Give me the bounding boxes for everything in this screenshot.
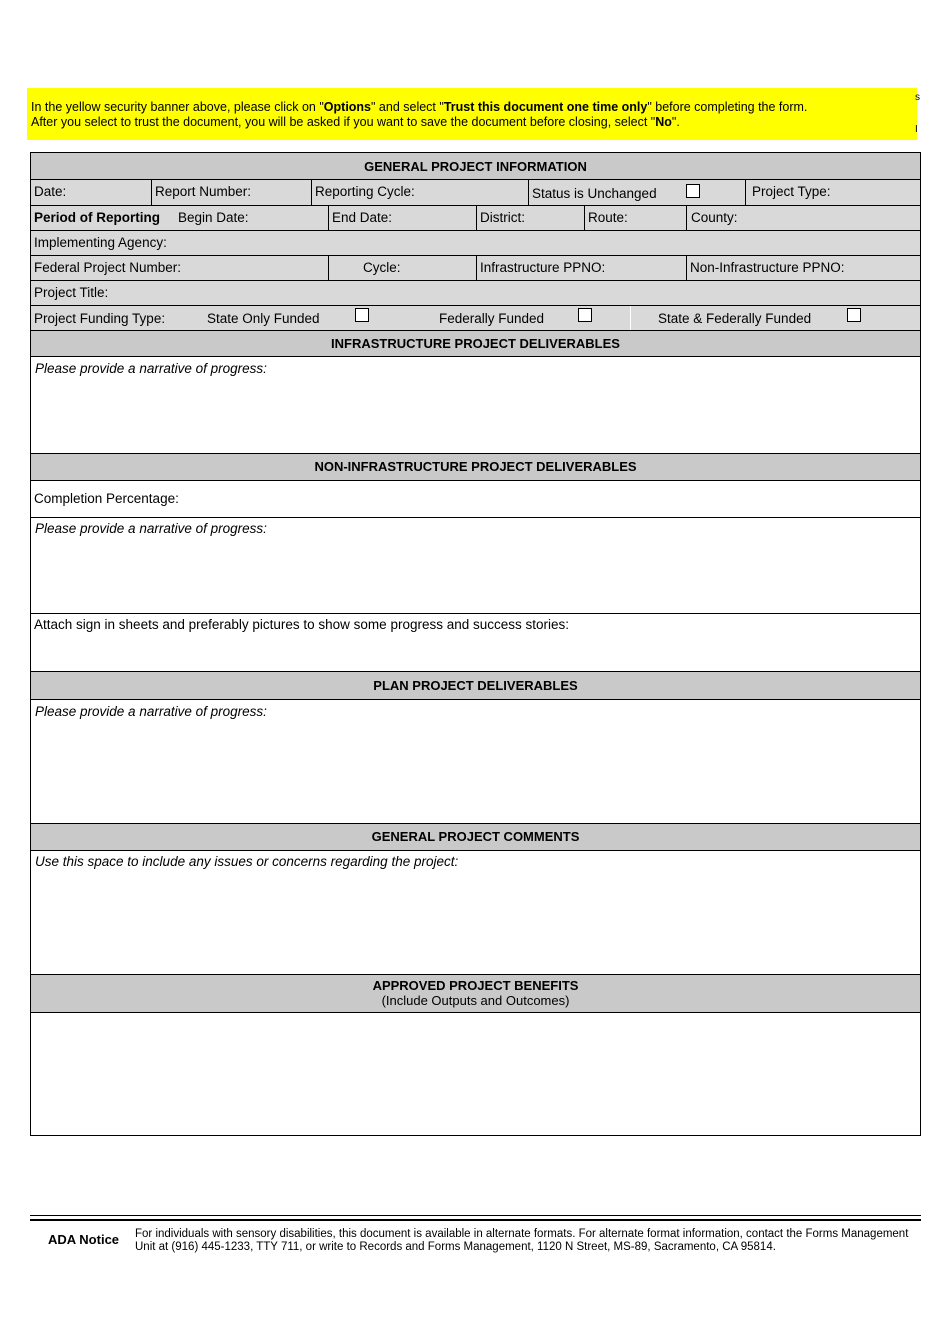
status-unchanged-checkbox[interactable] bbox=[686, 184, 700, 198]
general-info-heading: GENERAL PROJECT INFORMATION bbox=[31, 153, 920, 180]
general-row-5 bbox=[31, 281, 920, 306]
completion-percentage-label: Completion Percentage: bbox=[34, 491, 179, 506]
completion-percentage-field[interactable] bbox=[31, 481, 920, 518]
plan-heading: PLAN PROJECT DELIVERABLES bbox=[31, 672, 920, 700]
infrastructure-ppno-field[interactable]: Infrastructure PPNO: bbox=[476, 256, 686, 280]
route-field[interactable]: Route: bbox=[584, 206, 686, 230]
benefits-area[interactable] bbox=[31, 1013, 920, 1135]
comments-area[interactable] bbox=[31, 851, 920, 975]
report-number-field[interactable]: Report Number: bbox=[151, 180, 311, 205]
non-infrastructure-narrative-prompt: Please provide a narrative of progress: bbox=[35, 521, 267, 536]
infrastructure-narrative-area[interactable] bbox=[31, 357, 920, 454]
footer-divider bbox=[30, 1215, 921, 1216]
reporting-cycle-field[interactable]: Reporting Cycle: bbox=[311, 180, 528, 205]
progress-report-form bbox=[30, 152, 921, 1136]
general-row-2 bbox=[31, 206, 920, 231]
non-infrastructure-heading: NON-INFRASTRUCTURE PROJECT DELIVERABLES bbox=[31, 454, 920, 481]
implementing-agency-field[interactable]: Implementing Agency: bbox=[34, 235, 167, 250]
funding-type-label: Project Funding Type: bbox=[34, 311, 166, 326]
plan-narrative-prompt: Please provide a narrative of progress: bbox=[35, 704, 267, 719]
general-row-4 bbox=[31, 256, 920, 281]
general-row-3 bbox=[31, 231, 920, 256]
state-only-funded-checkbox[interactable] bbox=[355, 308, 369, 322]
status-unchanged-label: Status is Unchanged bbox=[528, 180, 745, 205]
federally-funded-label: Federally Funded bbox=[439, 311, 545, 326]
end-date-field[interactable]: End Date: bbox=[328, 206, 476, 230]
ada-notice-label: ADA Notice bbox=[48, 1232, 120, 1247]
benefits-subtitle: (Include Outputs and Outcomes) bbox=[381, 993, 570, 1008]
project-title-field[interactable]: Project Title: bbox=[34, 285, 109, 300]
banner-edge-mark: I bbox=[915, 124, 918, 135]
security-banner bbox=[27, 88, 917, 140]
state-only-funded-label: State Only Funded bbox=[207, 311, 320, 326]
non-infrastructure-ppno-field[interactable]: Non-Infrastructure PPNO: bbox=[686, 256, 920, 280]
general-row-1 bbox=[31, 180, 920, 206]
banner-edge-mark: s bbox=[915, 92, 920, 103]
federally-funded-checkbox[interactable] bbox=[578, 308, 592, 322]
period-of-reporting-label: Period of Reporting bbox=[34, 210, 160, 225]
project-type-field[interactable]: Project Type: bbox=[745, 180, 920, 205]
state-federally-funded-checkbox[interactable] bbox=[847, 308, 861, 322]
benefits-heading bbox=[31, 975, 920, 1013]
federal-project-number-field[interactable]: Federal Project Number: bbox=[34, 260, 182, 275]
banner-line-1: In the yellow security banner above, please click on "Options" and select "Trust this document one time only" before completing the form. bbox=[31, 100, 808, 114]
ada-notice-text: For individuals with sensory disabilities, this document is available in alternate formats. For alternate format information, contact the Forms Management Unit at (916) 445-1233, TTY 711, or write to Records and Forms Management, 1120 N Street, MS-89, Sacramento, CA 95814. bbox=[135, 1228, 909, 1253]
infrastructure-heading: INFRASTRUCTURE PROJECT DELIVERABLES bbox=[31, 331, 920, 357]
begin-date-field[interactable]: Begin Date: bbox=[178, 210, 249, 225]
non-infrastructure-narrative-area[interactable] bbox=[31, 518, 920, 614]
county-field[interactable]: County: bbox=[686, 206, 920, 230]
footer-divider bbox=[30, 1219, 921, 1221]
infrastructure-narrative-prompt: Please provide a narrative of progress: bbox=[35, 361, 267, 376]
plan-narrative-area[interactable] bbox=[31, 700, 920, 824]
district-field[interactable]: District: bbox=[476, 206, 584, 230]
benefits-title: APPROVED PROJECT BENEFITS bbox=[372, 978, 579, 993]
comments-heading: GENERAL PROJECT COMMENTS bbox=[31, 824, 920, 851]
funding-type-row bbox=[31, 306, 920, 331]
attachments-area[interactable] bbox=[31, 614, 920, 672]
state-federally-funded-label: State & Federally Funded bbox=[630, 306, 920, 330]
attachments-prompt: Attach sign in sheets and preferably pictures to show some progress and success stories: bbox=[34, 617, 570, 632]
comments-prompt: Use this space to include any issues or concerns regarding the project: bbox=[35, 854, 459, 869]
banner-line-2: After you select to trust the document, you will be asked if you want to save the document before closing, select "No". bbox=[31, 115, 680, 129]
cycle-field[interactable]: Cycle: bbox=[328, 256, 476, 280]
date-field[interactable]: Date: bbox=[34, 184, 67, 199]
